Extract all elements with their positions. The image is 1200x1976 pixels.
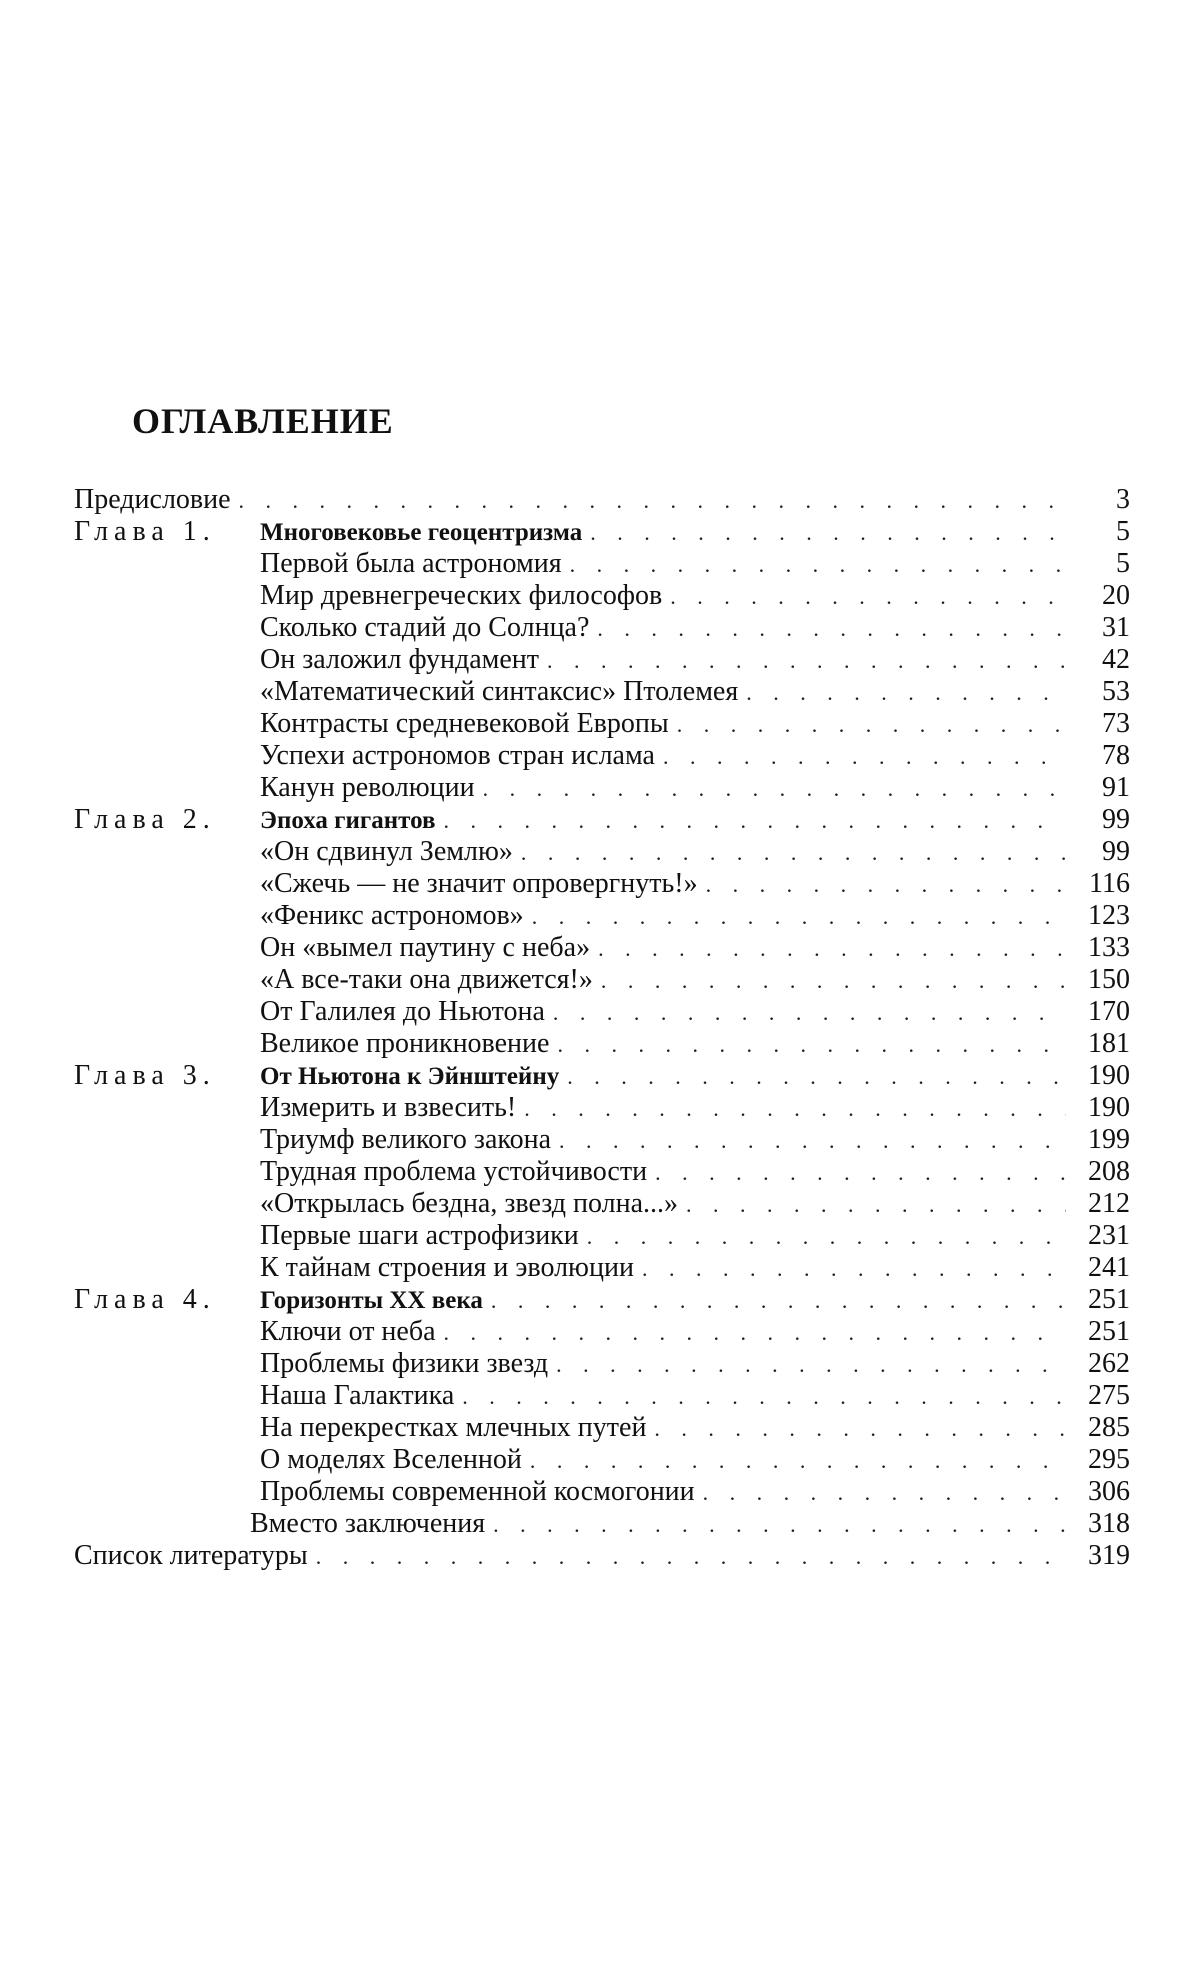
dot-leader xyxy=(686,1189,1066,1221)
toc-entry-title: Первой была астрономия xyxy=(260,548,562,579)
chapter-label: Глава 3. xyxy=(74,1060,216,1091)
toc-entry-title: «А все-таки она движется!» xyxy=(260,964,593,995)
toc-page-number: 231 xyxy=(1088,1220,1130,1251)
toc-section xyxy=(74,1380,1130,1412)
toc-section xyxy=(74,644,1130,676)
toc-page-number: 73 xyxy=(1102,708,1130,739)
toc-entry-title: Ключи от неба xyxy=(260,1316,436,1347)
dot-leader xyxy=(746,677,1066,709)
toc-page-number: 251 xyxy=(1088,1284,1130,1315)
toc-page-number: 42 xyxy=(1102,644,1130,675)
toc-page-number: 181 xyxy=(1088,1028,1130,1059)
dot-leader xyxy=(524,1093,1066,1125)
dot-leader xyxy=(557,1029,1066,1061)
toc-section xyxy=(74,740,1130,772)
toc-section xyxy=(74,1348,1130,1380)
toc-page-number: 306 xyxy=(1088,1476,1130,1507)
toc-page-number: 78 xyxy=(1102,740,1130,771)
dot-leader xyxy=(587,1221,1066,1253)
toc-page-number: 251 xyxy=(1088,1316,1130,1347)
toc-section xyxy=(74,1092,1130,1124)
toc-page-number: 99 xyxy=(1102,836,1130,867)
toc-entry-conclusion xyxy=(74,1508,1130,1540)
toc-page-number: 318 xyxy=(1088,1508,1130,1539)
toc-section xyxy=(74,1444,1130,1476)
toc-section xyxy=(74,772,1130,804)
toc-page-number: 116 xyxy=(1089,868,1130,899)
dot-leader xyxy=(521,837,1066,869)
toc-entry-title: Канун революции xyxy=(260,772,475,803)
dot-leader xyxy=(547,645,1066,677)
toc-entry-title: Мир древнегреческих философов xyxy=(260,580,663,611)
dot-leader xyxy=(570,549,1066,581)
dot-leader xyxy=(316,1541,1066,1573)
dot-leader xyxy=(444,1317,1066,1349)
dot-leader xyxy=(642,1253,1066,1285)
toc-page-number: 5 xyxy=(1116,516,1130,547)
toc-entry-title: «Открылась бездна, звезд полна...» xyxy=(260,1188,679,1219)
toc-page-number: 91 xyxy=(1102,772,1130,803)
dot-leader xyxy=(556,1349,1066,1381)
toc-entry-title: Измерить и взвесить! xyxy=(260,1092,517,1123)
toc-entry-title: Великое проникновение xyxy=(260,1028,550,1059)
dot-leader xyxy=(703,1477,1066,1509)
chapter-title: От Ньютона к Эйнштейну xyxy=(260,1063,560,1090)
toc-page-number: 190 xyxy=(1088,1060,1130,1091)
toc-page-number: 275 xyxy=(1088,1380,1130,1411)
dot-leader xyxy=(670,581,1066,613)
toc-entry-preface xyxy=(74,484,1130,516)
chapter-label: Глава 1. xyxy=(74,516,216,547)
toc-entry-title: Трудная проблема устойчивости xyxy=(260,1156,648,1187)
toc-entry-title: «Он сдвинул Землю» xyxy=(260,836,513,867)
dot-leader xyxy=(601,965,1066,997)
toc-page-number: 53 xyxy=(1102,676,1130,707)
toc-page-number: 20 xyxy=(1102,580,1130,611)
dot-leader xyxy=(444,805,1066,837)
toc-section xyxy=(74,1124,1130,1156)
toc-entry-title: О моделях Вселенной xyxy=(260,1444,522,1475)
toc-entry-title: Вместо заключения xyxy=(250,1508,486,1539)
chapter-title: Эпоха гигантов xyxy=(260,807,436,834)
toc-entry-title: «Феникс астрономов» xyxy=(260,900,524,931)
toc-section xyxy=(74,868,1130,900)
dot-leader xyxy=(530,1445,1066,1477)
toc-entry-title: Он «вымел паутину с неба» xyxy=(260,932,591,963)
dot-leader xyxy=(491,1285,1066,1317)
chapter-label: Глава 2. xyxy=(74,804,216,835)
table-of-contents xyxy=(74,484,1130,1572)
toc-section xyxy=(74,1220,1130,1252)
toc-section xyxy=(74,996,1130,1028)
toc-section xyxy=(74,1412,1130,1444)
dot-leader xyxy=(483,773,1066,805)
toc-chapter-2 xyxy=(74,804,1130,836)
dot-leader xyxy=(493,1509,1066,1541)
toc-section xyxy=(74,1028,1130,1060)
toc-entry-title: «Математический синтаксис» Птолемея xyxy=(260,676,739,707)
toc-section xyxy=(74,932,1130,964)
toc-entry-bibliography xyxy=(74,1540,1130,1572)
toc-section xyxy=(74,1252,1130,1284)
toc-page-number: 123 xyxy=(1088,900,1130,931)
toc-section xyxy=(74,708,1130,740)
toc-page-number: 208 xyxy=(1088,1156,1130,1187)
toc-entry-title: На перекрестках млечных путей xyxy=(260,1412,647,1443)
toc-entry-title: К тайнам строения и эволюции xyxy=(260,1252,634,1283)
toc-section xyxy=(74,676,1130,708)
toc-chapter-3 xyxy=(74,1060,1130,1092)
toc-chapter-1 xyxy=(74,516,1130,548)
dot-leader xyxy=(663,741,1066,773)
toc-section xyxy=(74,836,1130,868)
toc-page-number: 3 xyxy=(1116,484,1130,515)
dot-leader xyxy=(655,1157,1066,1189)
toc-page-number: 262 xyxy=(1088,1348,1130,1379)
toc-entry-title: Контрасты средневековой Европы xyxy=(260,708,669,739)
dot-leader xyxy=(567,1061,1066,1093)
toc-page-number: 285 xyxy=(1088,1412,1130,1443)
toc-entry-title: Первые шаги астрофизики xyxy=(260,1220,579,1251)
toc-entry-title: Предисловие xyxy=(74,484,231,515)
dot-leader xyxy=(462,1381,1066,1413)
toc-section xyxy=(74,580,1130,612)
chapter-title: Горизонты XX века xyxy=(260,1287,483,1314)
toc-page-number: 133 xyxy=(1088,932,1130,963)
toc-section xyxy=(74,1476,1130,1508)
toc-page-number: 5 xyxy=(1116,548,1130,579)
dot-leader xyxy=(590,517,1066,549)
dot-leader xyxy=(553,997,1066,1029)
toc-entry-title: Проблемы физики звезд xyxy=(260,1348,549,1379)
toc-section xyxy=(74,964,1130,996)
toc-entry-title: «Сжечь — не значит опровергнуть!» xyxy=(260,868,698,899)
dot-leader xyxy=(598,933,1066,965)
toc-entry-title: От Галилея до Ньютона xyxy=(260,996,545,1027)
toc-entry-title: Наша Галактика xyxy=(260,1380,455,1411)
toc-entry-title: Сколько стадий до Солнца? xyxy=(260,612,590,643)
toc-section xyxy=(74,1188,1130,1220)
toc-page-number: 199 xyxy=(1088,1124,1130,1155)
chapter-title: Многовековье геоцентризма xyxy=(260,519,583,546)
dot-leader xyxy=(654,1413,1066,1445)
dot-leader xyxy=(597,613,1066,645)
toc-page-number: 150 xyxy=(1088,964,1130,995)
toc-entry-title: Проблемы современной космогонии xyxy=(260,1476,695,1507)
toc-page-number: 190 xyxy=(1088,1092,1130,1123)
toc-page-number: 170 xyxy=(1088,996,1130,1027)
toc-section xyxy=(74,1156,1130,1188)
toc-entry-title: Список литературы xyxy=(74,1540,308,1571)
toc-section xyxy=(74,900,1130,932)
toc-page-number: 31 xyxy=(1102,612,1130,643)
chapter-label: Глава 4. xyxy=(74,1284,216,1315)
toc-page-number: 241 xyxy=(1088,1252,1130,1283)
toc-page-number: 319 xyxy=(1088,1540,1130,1571)
dot-leader xyxy=(706,869,1066,901)
page-title: ОГЛАВЛЕНИЕ xyxy=(132,401,394,441)
toc-section xyxy=(74,1316,1130,1348)
toc-entry-title: Успехи астрономов стран ислама xyxy=(260,740,655,771)
dot-leader xyxy=(532,901,1066,933)
toc-entry-title: Триумф великого закона xyxy=(260,1124,552,1155)
dot-leader xyxy=(677,709,1066,741)
toc-entry-title: Он заложил фундамент xyxy=(260,644,539,675)
toc-section xyxy=(74,548,1130,580)
toc-page-number: 212 xyxy=(1088,1188,1130,1219)
toc-page-number: 99 xyxy=(1102,804,1130,835)
toc-section xyxy=(74,612,1130,644)
toc-page-number: 295 xyxy=(1088,1444,1130,1475)
toc-chapter-4 xyxy=(74,1284,1130,1316)
dot-leader xyxy=(559,1125,1066,1157)
dot-leader xyxy=(239,485,1066,517)
